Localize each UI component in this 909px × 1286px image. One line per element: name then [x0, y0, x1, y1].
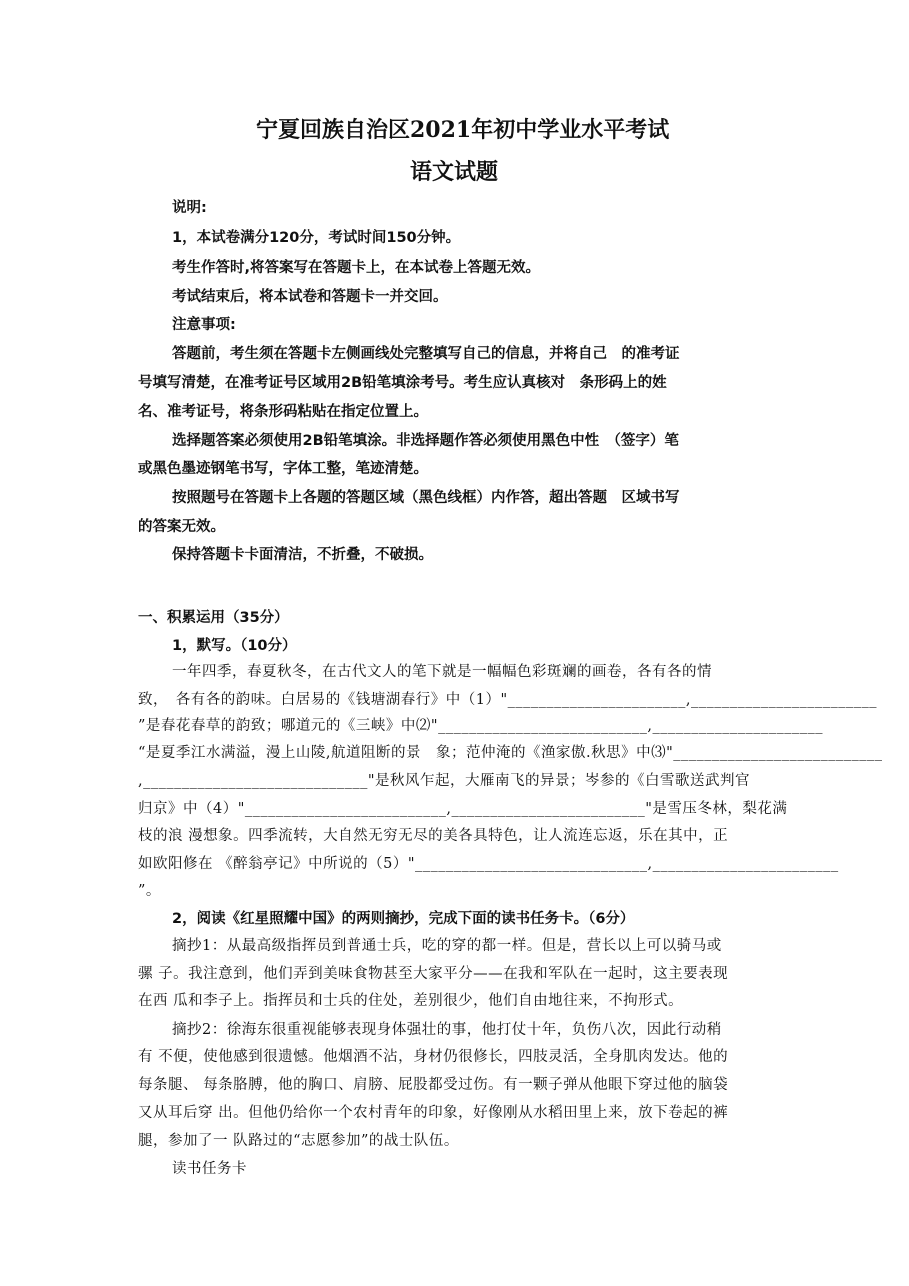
question-text-line: 归京》中（4）"__________________________,_________________________"是雪压冬林，梨花满: [138, 801, 788, 817]
notes-line: 名、准考证号，将条形码粘贴在指定位置上。: [138, 404, 428, 420]
instruction-line: 1，本试卷满分120分，考试时间150分钟。: [172, 230, 461, 246]
exam-title: 宁夏回族自治区2021年初中学业水平考试: [256, 117, 670, 143]
excerpt-line: 摘抄2：徐海东很重视能够表现身体强壮的事，他打仗十年，负伤八次，因此行动稍: [172, 1022, 722, 1038]
question-heading: 2，阅读《红星照耀中国》的两则摘抄，完成下面的读书任务卡。（6分）: [172, 911, 635, 927]
notes-line: 按照题号在答题卡上各题的答题区域（黑色线框）内作答，超出答题 区域书写: [172, 490, 680, 506]
question-text-line: 如欧阳修在 《醉翁亭记》中所说的（5）"______________________________,________________________: [138, 856, 839, 872]
notes-line: 的答案无效。: [138, 519, 225, 535]
exam-subtitle: 语文试题: [410, 159, 499, 185]
question-text-line: 致， 各有各的韵味。白居易的《钱塘湖春行》中（1）"_______________________,________________________: [138, 692, 878, 708]
notes-line: 或黑色墨迹钢笔书写，字体工整，笔迹清楚。: [138, 461, 428, 477]
question-text-line: 枝的浪 漫想象。四季流转，大自然无穷无尽的美各具特色，让人流连忘返，乐在其中，正: [138, 828, 729, 844]
excerpt-line: 摘抄1：从最高级指挥员到普通士兵，吃的穿的都一样。但是，营长以上可以骑马或: [172, 938, 722, 954]
instruction-line: 考生作答时,将答案写在答题卡上，在本试卷上答题无效。: [172, 260, 541, 276]
excerpt-line: 在西 瓜和李子上。指挥员和士兵的住处，差别很少，他们自由地往来，不拘形式。: [138, 993, 684, 1009]
question-text-line: ”。: [138, 883, 161, 899]
notes-line: 选择题答案必须使用2B铅笔填涂。非选择题作答必须使用黑色中性 （签字）笔: [172, 433, 679, 449]
notes-line: 保持答题卡卡面清洁，不折叠，不破损。: [172, 547, 433, 563]
notes-line: 号填写清楚，在准考证号区域用2B铅笔填涂考号。考生应认真核对 条形码上的姓: [138, 375, 667, 391]
section-heading: 一、积累运用（35分）: [138, 610, 289, 626]
excerpt-line: 又从耳后穿 出。但他仍给你一个农村青年的印象，好像刚从水稻田里上来，放下卷起的裤: [138, 1105, 729, 1121]
instructions-heading: 说明:: [172, 200, 207, 216]
excerpt-line: 骡 子。我注意到，他们弄到美味食物甚至大家平分——在我和军队在一起时，这主要表现: [138, 966, 729, 982]
excerpt-line: 每条腿、 每条胳膊，他的胸口、肩膀、屁股都受过伤。有一颗子弹从他眼下穿过他的脑袋: [138, 1077, 729, 1093]
question-text-line: ”是春花春草的韵致；哪道元的《三峡》中⑵"___________________________,______________________: [138, 718, 823, 734]
task-card-label: 读书任务卡: [172, 1161, 247, 1177]
instruction-line: 考试结束后，将本试卷和答题卡一并交回。: [172, 289, 448, 305]
question-text-line: 一年四季，春夏秋冬，在古代文人的笔下就是一幅幅色彩斑斓的画卷，各有各的情: [172, 664, 712, 680]
question-text-line: ,_____________________________"是秋风乍起，大雁南飞的异景；岑参的《白雪歌送武判官: [138, 773, 751, 789]
question-heading: 1，默写。（10分）: [172, 638, 297, 654]
excerpt-line: 腿，参加了一 队路过的“志愿参加”的战士队伍。: [138, 1133, 459, 1149]
excerpt-line: 有 不便，使他感到很遗憾。他烟酒不沾，身材仍很修长，四肢灵活，全身肌肉发达。他的: [138, 1049, 729, 1065]
notes-heading: 注意事项:: [172, 317, 236, 333]
notes-line: 答题前，考生须在答题卡左侧画线处完整填写自己的信息，并将自己 的准考证: [172, 346, 680, 362]
question-text-line: “是夏季江水满溢，漫上山陵,航道阻断的景 象；范仲淹的《渔家傲.秋思》中⑶"___________________________: [138, 745, 883, 761]
